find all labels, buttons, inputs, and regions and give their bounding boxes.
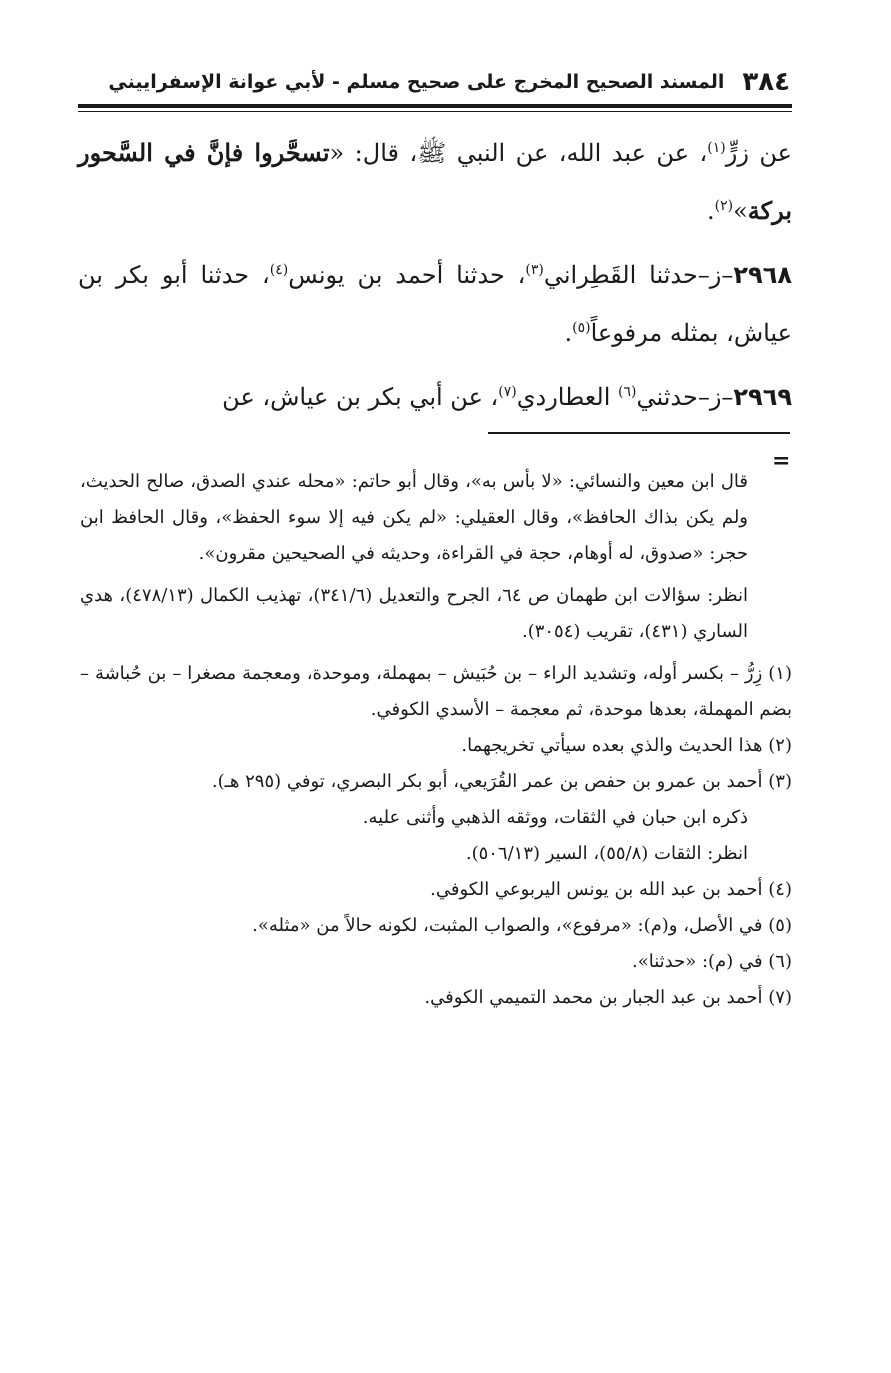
footnote-continued-sources: انظر: سؤالات ابن طهمان ص ٦٤، الجرح والتعديل (٣٤١/٦)، تهذيب الكمال (٤٧٨/١٣)، هدي الساري (٤٣١)، تقريب (٣٠٥٤). xyxy=(80,585,748,642)
footnote-4: (٤) أحمد بن عبد الله بن يونس اليربوعي الكوفي. xyxy=(430,879,792,900)
running-title: المسند الصحيح المخرج على صحيح مسلم - لأبي عوانة الإسفراييني xyxy=(108,71,725,93)
footnote-separator xyxy=(488,432,790,434)
hadith-number: ٢٩٦٨ xyxy=(733,261,792,289)
footnote-3-sources: انظر: الثقات (٥٥/٨)، السير (٥٠٦/١٣). xyxy=(465,843,748,864)
footnotes xyxy=(80,464,792,1016)
text-run: ، حدثنا أحمد بن يونس xyxy=(288,261,526,289)
text-run: –ز–حدثني xyxy=(636,383,734,411)
text-run: » xyxy=(733,197,748,225)
footnote-1: (١) زِرُّ – بكسر أوله، وتشديد الراء – بن حُبَيش – بمهملة، وموحدة، ومعجمة مصغرا – بن حُباشة – بضم المهملة، بعدها موحدة، ثم معجمة – الأسدي الكوفي. xyxy=(80,663,792,720)
text-run: ، حدثنا أبو بكر بن عياش، بمثله مرفوعاً xyxy=(78,261,792,347)
footnote-6: (٦) في (م): «حدثنا». xyxy=(632,951,792,972)
text-run: . xyxy=(706,197,715,225)
hadith-paragraph-continuation xyxy=(78,124,792,240)
hadith-number: ٢٩٦٩ xyxy=(733,383,792,411)
footnote-7: (٧) أحمد بن عبد الجبار بن محمد التميمي الكوفي. xyxy=(424,987,792,1008)
footnote-ref-2: (٢) xyxy=(714,198,734,214)
text-run: ، عن أبي بكر بن عياش، عن xyxy=(222,383,499,411)
footnote-5: (٥) في الأصل، و(م): «مرفوع»، والصواب المثبت، لكونه حالاً من «مثله». xyxy=(252,915,792,936)
footnote-2: (٢) هذا الحديث والذي بعده سيأتي تخريجهما. xyxy=(461,735,792,756)
footnote-ref-3: (٣) xyxy=(525,262,544,278)
footnote-ref-1: (١) xyxy=(707,140,726,156)
footnote-continued-text: قال ابن معين والنسائي: «لا بأس به»، وقال أبو حاتم: «محله عندي الصدق، صالح الحديث، ولم يكن بذاك الحافظ»، وقال العقيلي: «لم يكن فيه إلا سوء الحفظ»، وقال الحافظ ابن حجر: «صدوق، له أوهام، حجة في القراءة، وحديثه في الصحيحين مقرون». xyxy=(80,471,749,564)
footnote-ref-6: (٦) xyxy=(617,384,637,400)
main-text xyxy=(78,124,792,432)
text-run: ، عن عبد الله، عن النبي ﷺ، قال: « xyxy=(329,139,708,167)
hadith-paragraph-2968 xyxy=(78,246,792,362)
header-rule-thick xyxy=(78,104,792,108)
footnote-ref-7: (٧) xyxy=(498,384,517,400)
footnote-continuation-mark: = xyxy=(772,448,791,474)
text-run: عن زرٍّ xyxy=(725,139,792,167)
text-run: –ز–حدثنا القَطِراني xyxy=(543,261,734,289)
hadith-matn: تسحَّروا فإنَّ في السَّحور بركة xyxy=(78,138,792,225)
footnote-3-note: ذكره ابن حبان في الثقات، ووثقه الذهبي وأثنى عليه. xyxy=(362,807,748,828)
footnote-ref-5: (٥) xyxy=(572,320,591,336)
page-number: ٣٨٤ xyxy=(742,67,790,97)
footnote-3: (٣) أحمد بن عمرو بن حفص بن عمر القُرَيعي، أبو بكر البصري، توفي (٢٩٥ هـ). xyxy=(211,771,792,792)
text-run: العطاردي xyxy=(516,383,618,411)
hadith-paragraph-2969 xyxy=(78,368,792,426)
text-run: . xyxy=(564,319,573,347)
page-header xyxy=(108,62,790,102)
footnote-ref-4: (٤) xyxy=(269,262,289,278)
header-rule-thin xyxy=(78,111,792,112)
